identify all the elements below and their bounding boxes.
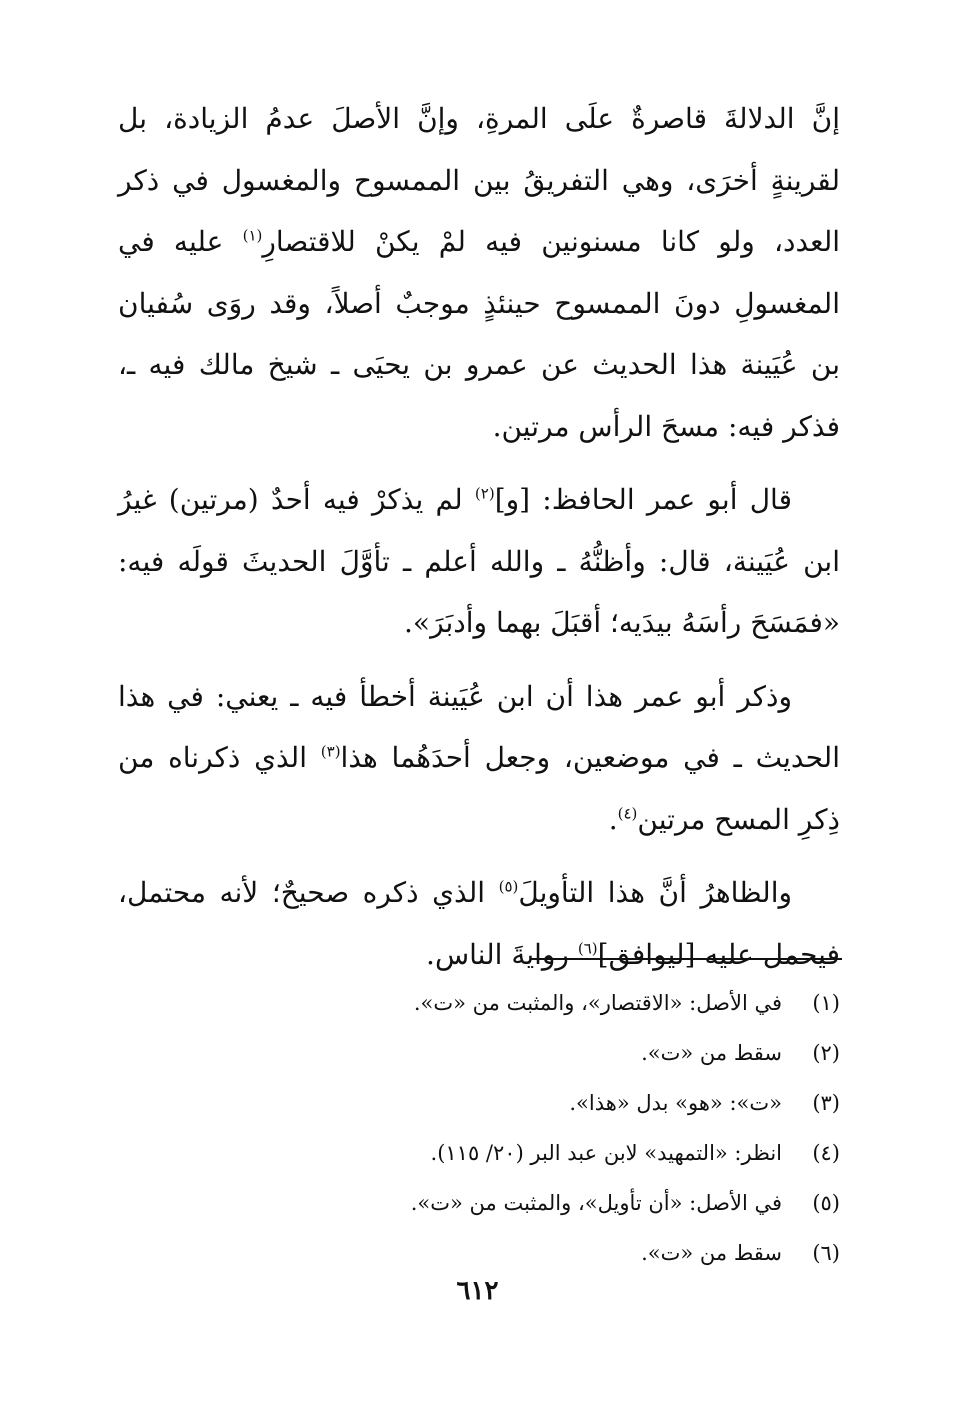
paragraph-1 — [118, 88, 840, 457]
paragraph-2-text-b: لم يذكرْ فيه أحدٌ (مرتين) غيرُ ابن عُيَينة، قال: وأظنُّهُ ـ والله أعلم ـ تأوَّلَ الحديثَ قولَه فيه: «فمَسَحَ رأسَهُ بيدَيه؛ أقبَلَ بهما وأدبَرَ». — [118, 483, 840, 639]
paragraph-3 — [118, 666, 840, 851]
paragraph-3-text-c: . — [608, 802, 618, 836]
main-text — [118, 88, 840, 997]
paragraph-4 — [118, 862, 840, 985]
footnote-ref-2: (٢) — [474, 484, 495, 503]
footnote — [118, 1078, 840, 1128]
footnote-number: (٣) — [812, 1091, 840, 1115]
paragraph-1-text-a: إنَّ الدلالةَ قاصرةٌ علَى المرةِ، وإنَّ الأصلَ عدمُ الزيادة، بل لقرينةٍ أخرَى، وهي التفريقُ بين الممسوح والمغسول في ذكر العدد، ولو كانا مسنونين فيه لمْ يكنْ للاقتصارِ — [118, 102, 841, 258]
footnote-text: «ت»: «هو» بدل «هذا». — [569, 1091, 782, 1115]
footnote-ref-6: (٦) — [577, 939, 598, 958]
footnote — [118, 1178, 840, 1228]
footnote-ref-3: (٣) — [320, 742, 341, 761]
footnote-ref-4: (٤) — [617, 804, 638, 823]
footnote-text: في الأصل: «أن تأويل»، والمثبت من «ت». — [410, 1191, 782, 1215]
footnote-ref-5: (٥) — [498, 877, 519, 896]
paragraph-2-text-a: قال أبو عمر الحافظ: [و] — [494, 483, 792, 516]
page-number: ٦١٢ — [456, 1276, 499, 1306]
footnote — [118, 1128, 840, 1178]
paragraph-4-text-c: روايةَ الناس. — [426, 937, 578, 971]
footnote-text: في الأصل: «الاقتصار»، والمثبت من «ت». — [413, 991, 782, 1015]
paragraph-3-text-a: وذكر أبو عمر هذا أن ابن عُيَينة أخطأ فيه ـ يعني: في هذا الحديث ـ في موضعين، وجعل أحدَهُما هذا — [118, 679, 840, 774]
footnote-ref-1: (١) — [242, 226, 263, 245]
paragraph-2 — [118, 469, 840, 654]
footnote-number: (٦) — [812, 1241, 840, 1265]
paragraph-3-text-b: الذي ذكرناه من ذِكرِ المسح مرتين — [118, 741, 840, 836]
paragraph-4-text-a: والظاهرُ أنَّ هذا التأويلَ — [518, 876, 792, 909]
footnote-separator — [530, 958, 842, 960]
footnote-text: انظر: «التمهيد» لابن عبد البر (٢٠/ ١١٥). — [430, 1141, 782, 1165]
footnote-number: (١) — [812, 991, 840, 1015]
footnote-text: سقط من «ت». — [641, 1241, 782, 1265]
paragraph-4-text-b: الذي ذكره صحيحٌ؛ لأنه محتمل، فيحمل عليه [ليوافق] — [118, 876, 840, 971]
footnote — [118, 1228, 840, 1278]
paragraph-1-text-b: عليه في المغسولِ دونَ الممسوح حينئذٍ موجبٌ أصلاً، وقد روَى سُفيان بن عُيَينة هذا الحديث عن عمرو بن يحيَى ـ شيخ مالك فيه ـ، فذكر فيه: مسحَ الرأس مرتين. — [118, 225, 840, 443]
footnote-number: (٤) — [812, 1141, 840, 1165]
footnote-number: (٢) — [812, 1041, 840, 1065]
footnotes-list — [118, 978, 840, 1278]
footnote — [118, 1028, 840, 1078]
footnote-text: سقط من «ت». — [641, 1041, 782, 1065]
footnote-number: (٥) — [812, 1191, 840, 1215]
footnote — [118, 978, 840, 1028]
